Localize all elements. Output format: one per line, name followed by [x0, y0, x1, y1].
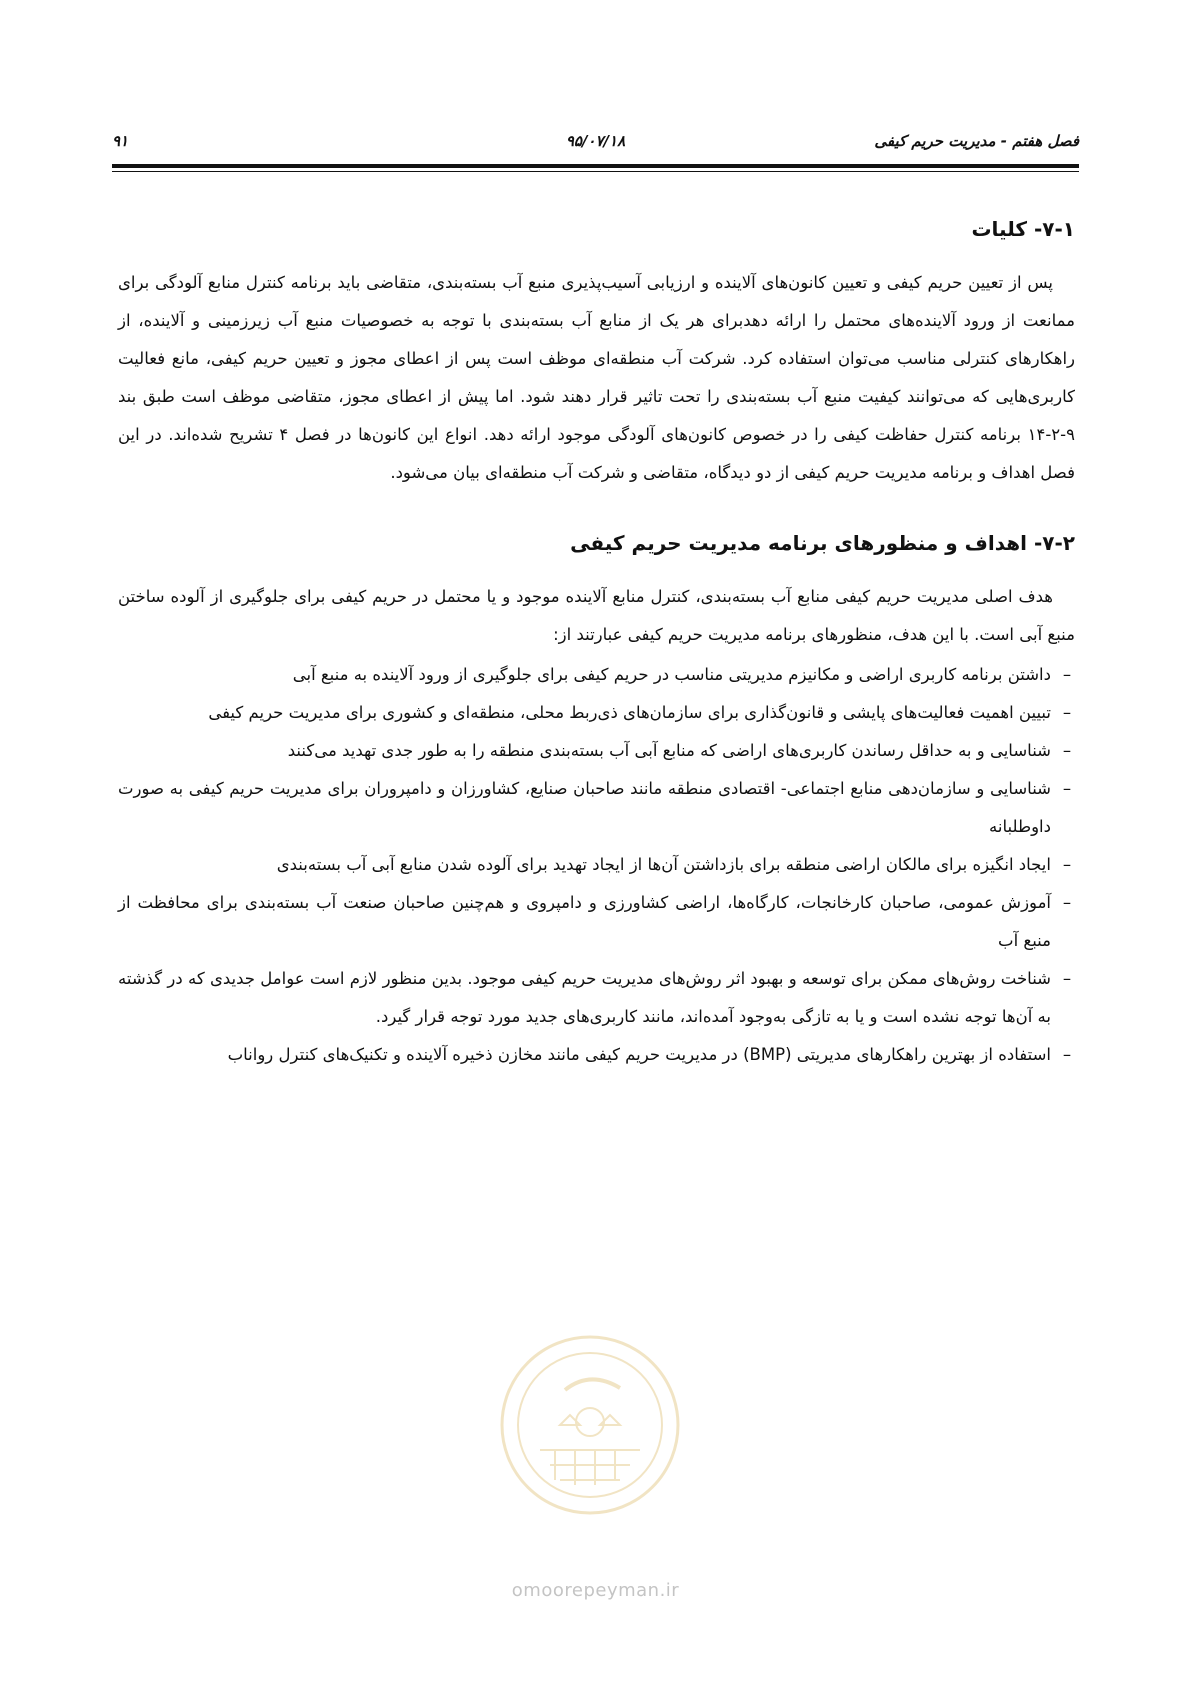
paragraph-general: پس از تعیین حریم کیفی و تعیین کانون‌های آلاینده و ارزیابی آسیب‌پذیری منبع آب بسته‌بندی، متقاضی باید برنامه کنترل منابع آلودگی برای ممانعت از ورود آلاینده‌های محتمل را ارائه دهدبرای هر یک از منابع آب بسته‌بندی با توجه به خصوصیات منبع آب زیرزمینی و آلاینده، از راهکارهای کنترلی مناسب می‌توان استفاده کرد. شرکت آب منطقه‌ای موظف است پس از اعطای مجوز و تعیین حریم کیفی، مانع فعالیت کاربری‌هایی که می‌توانند کیفیت منبع آب بسته‌بندی را تحت تاثیر قرار دهند شود. اما پیش از اعطای مجوز، متقاضی موظف است طبق بند ۹-۲-۱۴ برنامه کنترل حفاظت کیفی را در خصوص کانون‌های آلودگی موجود ارائه دهد. انواع این کانون‌ها در فصل ۴ تشریح شده‌اند. در این فصل اهداف و برنامه مدیریت حریم کیفی از دو دیدگاه، متقاضی و شرکت آب منطقه‌ای بیان می‌شود. [118, 273, 1075, 482]
list-item [118, 884, 1075, 960]
paragraph-objectives-intro: هدف اصلی مدیریت حریم کیفی منابع آب بسته‌بندی، کنترل منابع آلاینده موجود و یا محتمل در حریم کیفی برای جلوگیری از آلوده ساختن منبع آبی است. با این هدف، منظورهای برنامه مدیریت حریم کیفی عبارتند از: [118, 587, 1075, 644]
header-rule-thin [112, 171, 1079, 172]
list-item-text: تبیین اهمیت فعالیت‌های پایشی و قانون‌گذاری برای سازمان‌های ذی‌ربط محلی، منطقه‌ای و کشوری برای مدیریت حریم کیفی [208, 703, 1051, 722]
list-item-text: استفاده از بهترین راهکارهای مدیریتی (BMP) در مدیریت حریم کیفی مانند مخازن ذخیره آلاینده و تکنیک‌های کنترل رواناب [227, 1045, 1051, 1064]
page-content [118, 214, 1075, 1074]
list-item-text: ایجاد انگیزه برای مالکان اراضی منطقه برای بازداشتن آن‌ها از ایجاد تهدید برای آلوده شدن منابع آبی آب بسته‌بندی [276, 855, 1051, 874]
watermark-seal-icon [495, 1330, 685, 1520]
document-date: ۹۵/۰۷/۱۸ [565, 132, 626, 150]
running-header [112, 128, 1079, 162]
bullet-marker: – [1062, 703, 1072, 722]
list-item-text: آموزش عمومی، صاحبان کارخانجات، کارگاه‌ها، اراضی کشاورزی و دامپروی و هم‌چنین صاحبان صنعت آب بسته‌بندی برای محافظت از منبع آب [118, 893, 1051, 950]
list-item [118, 846, 1075, 884]
bullet-marker: – [1062, 969, 1072, 988]
objectives-list [118, 656, 1075, 1074]
list-item-text: داشتن برنامه کاربری اراضی و مکانیزم مدیریتی مناسب در حریم کیفی برای جلوگیری از ورود آلاینده به منبع آبی [292, 665, 1051, 684]
header-rule-thick [112, 164, 1079, 168]
bullet-marker: – [1062, 893, 1072, 912]
chapter-title: فصل هفتم - مدیریت حریم کیفی [874, 132, 1079, 150]
bullet-marker: – [1062, 855, 1072, 874]
list-item [118, 960, 1075, 1036]
page-number: ۹۱ [112, 132, 129, 150]
section-heading-objectives: ۷-۲- اهداف و منظورهای برنامه مدیریت حریم کیفی [570, 531, 1075, 555]
bullet-marker: – [1062, 741, 1072, 760]
list-item [118, 770, 1075, 846]
section-heading-general: ۷-۱- کلیات [971, 217, 1075, 241]
watermark-site: omoorepeyman.ir [511, 1580, 680, 1601]
list-item [118, 656, 1075, 694]
list-item [118, 694, 1075, 732]
list-item-text: شناسایی و به حداقل رساندن کاربری‌های اراضی که منابع آبی آب بسته‌بندی منطقه را به طور جدی تهدید می‌کنند [287, 741, 1051, 760]
list-item-text: شناخت روش‌های ممکن برای توسعه و بهبود اثر روش‌های مدیریت حریم کیفی موجود. بدین منظور لازم است عوامل جدیدی که در گذشته به آن‌ها توجه نشده است و یا به تازگی به‌وجود آمده‌اند، مانند کاربری‌های جدید مورد توجه قرار گیرد. [118, 969, 1051, 1026]
bullet-marker: – [1062, 779, 1072, 798]
list-item [118, 1036, 1075, 1074]
list-item-text: شناسایی و سازمان‌دهی منابع اجتماعی- اقتصادی منطقه مانند صاحبان صنایع، کشاورزان و دامپروران برای مدیریت حریم کیفی به صورت داوطلبانه [118, 779, 1051, 836]
bullet-marker: – [1062, 665, 1072, 684]
list-item [118, 732, 1075, 770]
bullet-marker: – [1062, 1045, 1072, 1064]
